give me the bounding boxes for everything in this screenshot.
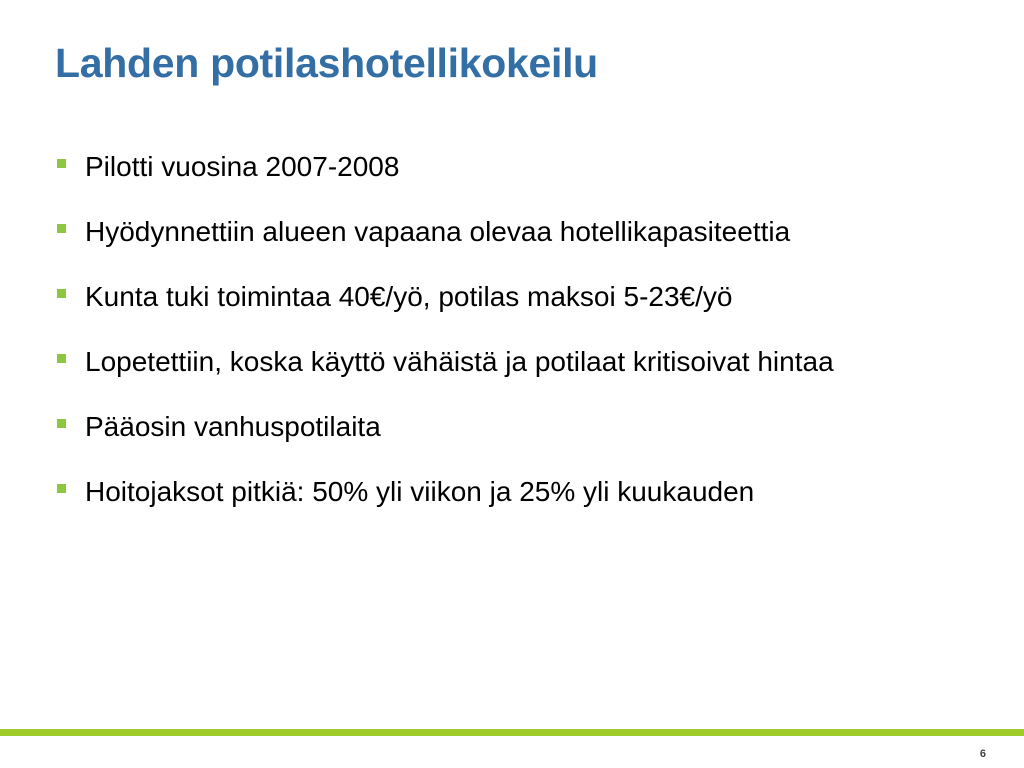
square-bullet-icon [57, 159, 66, 168]
square-bullet-icon [57, 354, 66, 363]
bullet-text: Pääosin vanhuspotilaita [85, 411, 381, 442]
bullet-text: Lopetettiin, koska käyttö vähäistä ja potilaat kritisoivat hintaa [85, 346, 834, 377]
square-bullet-icon [57, 289, 66, 298]
bullet-text: Pilotti vuosina 2007-2008 [85, 151, 400, 182]
page-number: 6 [979, 748, 986, 760]
square-bullet-icon [57, 224, 66, 233]
footer-divider [0, 729, 1024, 736]
square-bullet-icon [57, 419, 66, 428]
slide-title: Lahden potilashotellikokeilu [55, 40, 598, 86]
bullet-text: Kunta tuki toimintaa 40€/yö, potilas maksoi 5-23€/yö [85, 281, 733, 312]
bullet-item [55, 467, 975, 517]
bullet-text: Hyödynnettiin alueen vapaana olevaa hotellikapasiteettia [85, 216, 791, 247]
square-bullet-icon [57, 484, 66, 493]
bullet-text: Hoitojaksot pitkiä: 50% yli viikon ja 25% yli kuukauden [85, 476, 755, 507]
bullet-item [55, 272, 975, 322]
bullet-item [55, 337, 975, 387]
bullet-item [55, 142, 975, 192]
bullet-item [55, 402, 975, 452]
bullet-item [55, 207, 975, 257]
bullet-list [55, 142, 975, 532]
